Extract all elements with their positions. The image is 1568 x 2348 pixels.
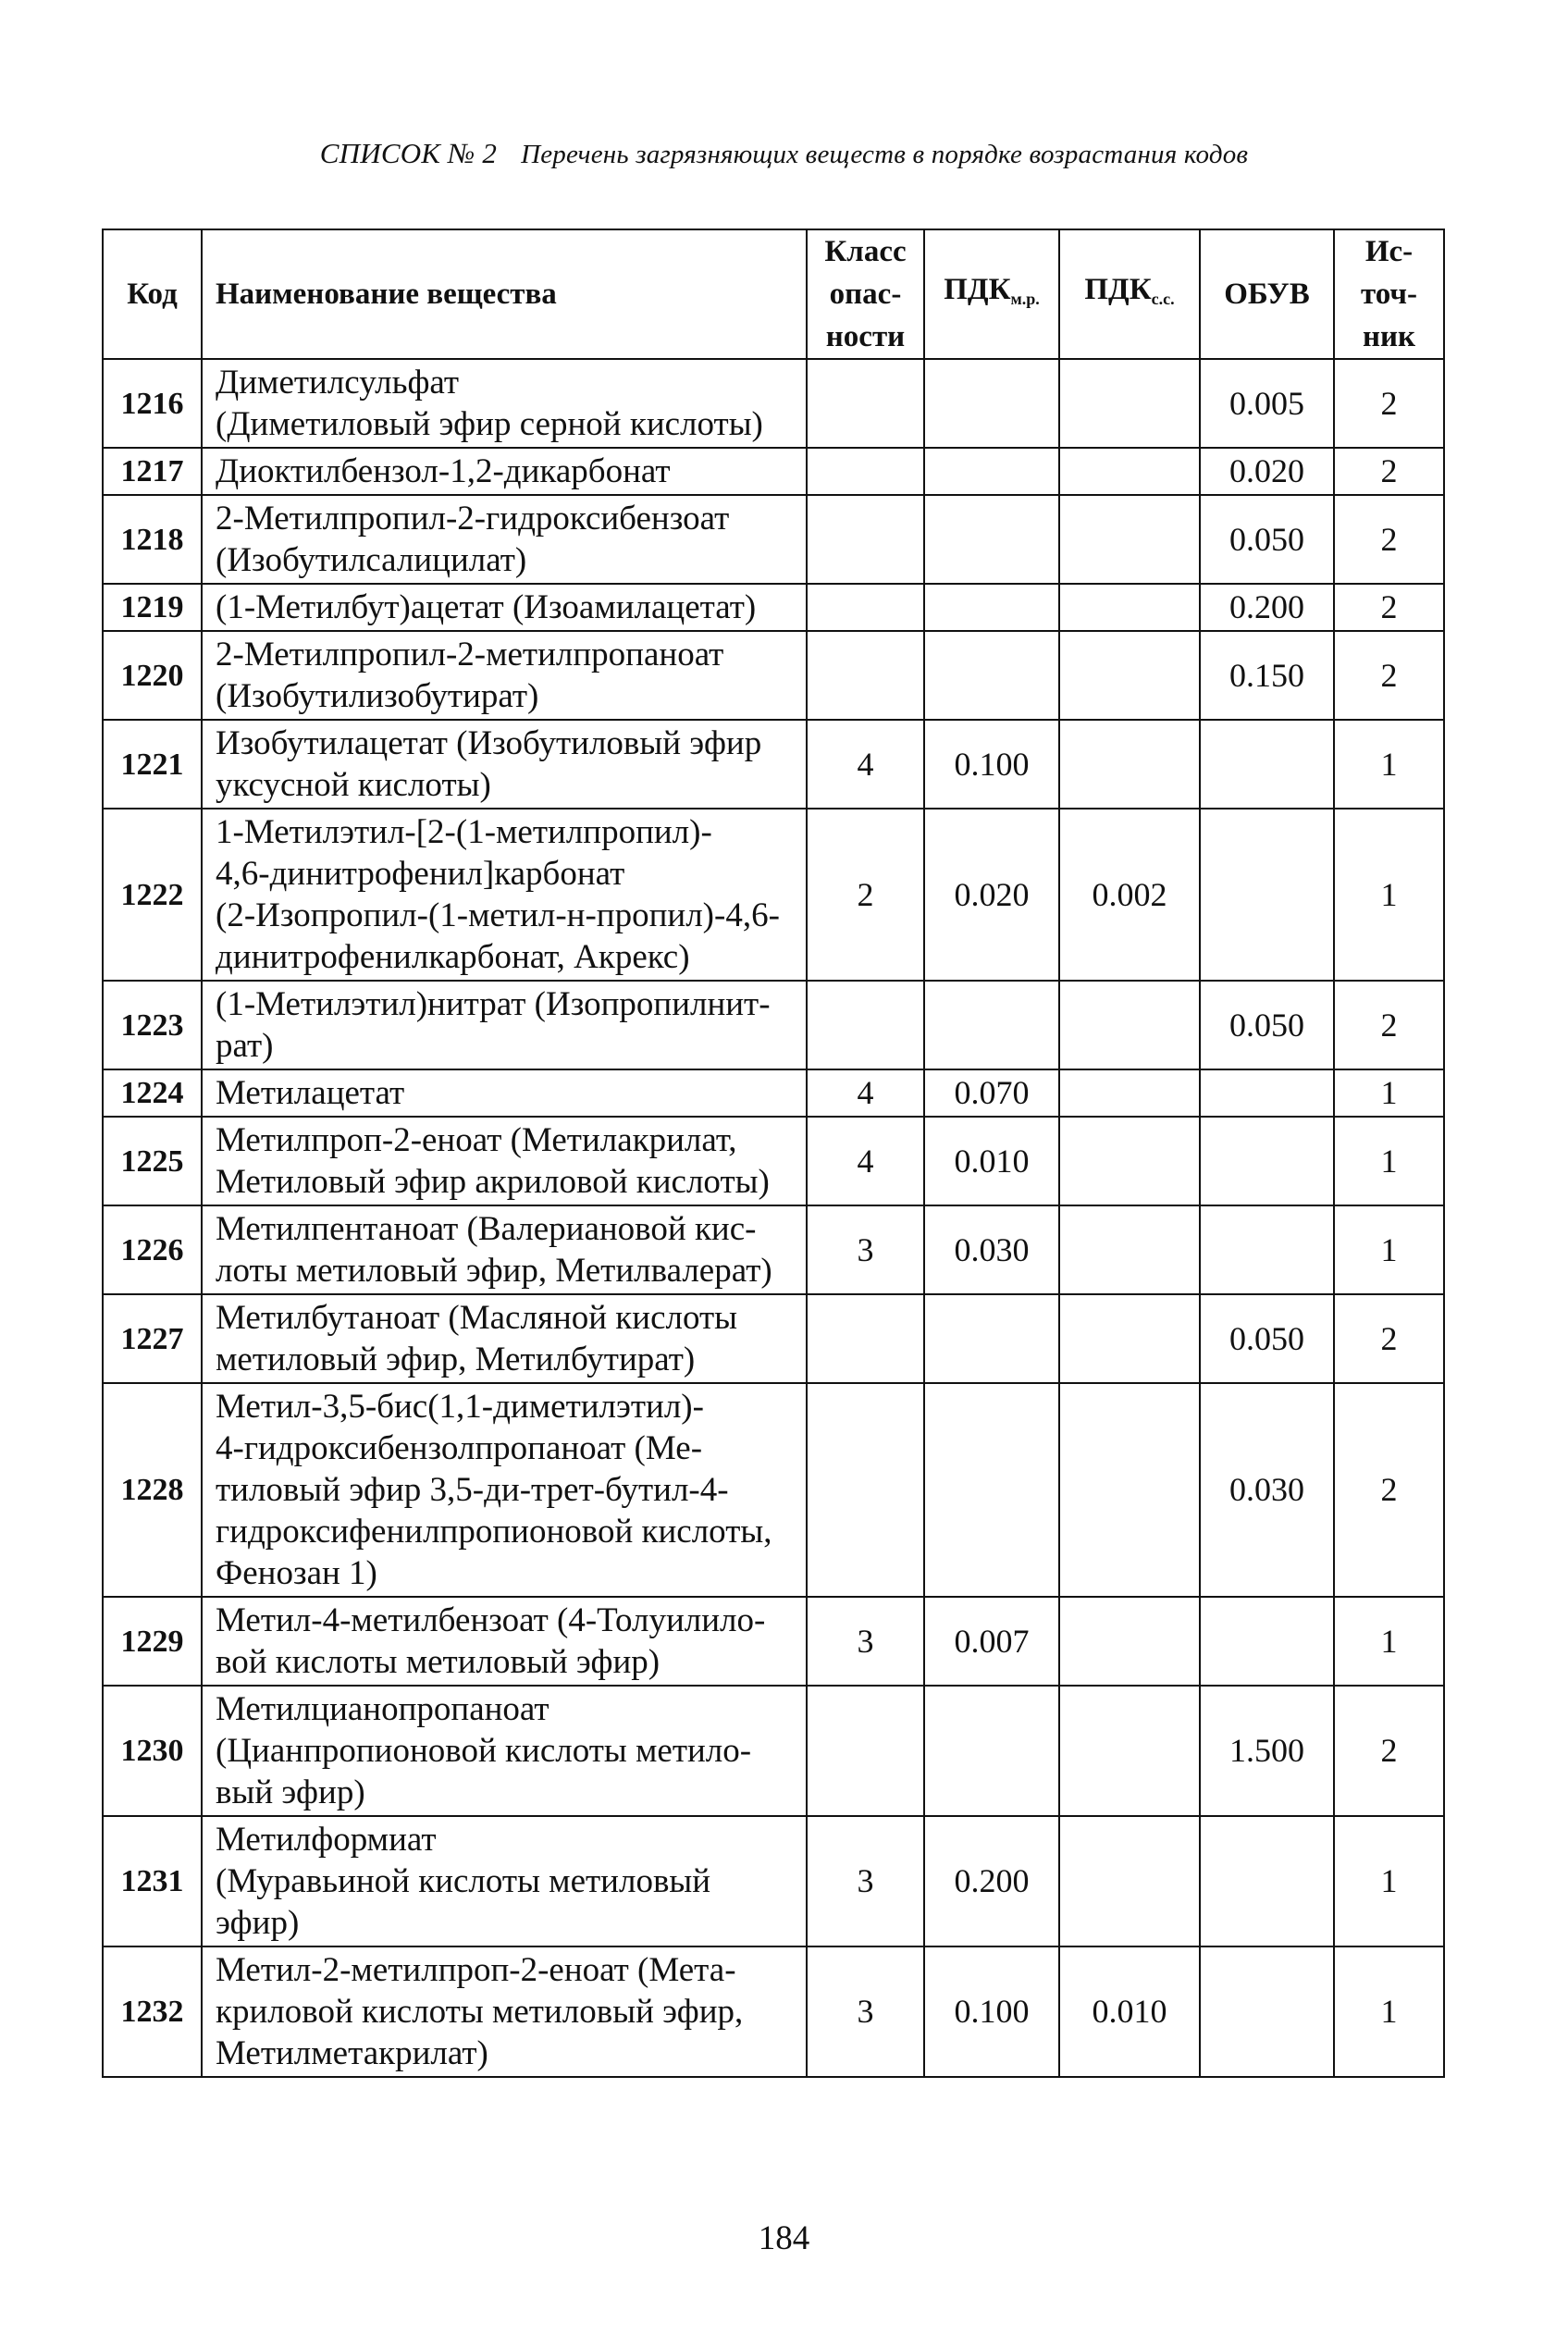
cell-code: 1221 xyxy=(103,720,202,809)
cell-name xyxy=(202,1117,807,1205)
cell-pdk-mr xyxy=(924,1686,1059,1816)
table-header-row xyxy=(103,229,1444,359)
cell-pdk-mr xyxy=(924,448,1059,495)
table-row xyxy=(103,1686,1444,1816)
cell-pdk-ss xyxy=(1059,1597,1200,1686)
cell-obuv: 0.050 xyxy=(1200,495,1334,584)
cell-name xyxy=(202,584,807,631)
cell-obuv: 0.200 xyxy=(1200,584,1334,631)
table-row xyxy=(103,631,1444,720)
cell-code: 1229 xyxy=(103,1597,202,1686)
name-line: Диметилсульфат xyxy=(216,364,460,402)
cell-code: 1222 xyxy=(103,809,202,981)
col-header-code: Код xyxy=(103,229,202,359)
cell-source: 2 xyxy=(1334,584,1444,631)
table-row xyxy=(103,1205,1444,1294)
cell-hazard-class xyxy=(807,1294,924,1383)
name-line: гидроксифенилпропионовой кислоты, xyxy=(216,1513,772,1551)
name-line: 1-Метилэтил-[2-(1-метилпропил)- xyxy=(216,813,712,851)
name-line: криловой кислоты метиловый эфир, xyxy=(216,1993,744,2031)
cell-code: 1231 xyxy=(103,1816,202,1946)
cell-name xyxy=(202,1383,807,1597)
cell-hazard-class: 3 xyxy=(807,1816,924,1946)
name-line: Изобутилацетат (Изобутиловый эфир xyxy=(216,724,762,762)
cell-obuv: 0.050 xyxy=(1200,1294,1334,1383)
cell-code: 1220 xyxy=(103,631,202,720)
name-line: Метилбутаноат (Масляной кислоты xyxy=(216,1299,738,1337)
cell-obuv: 0.150 xyxy=(1200,631,1334,720)
cell-pdk-mr xyxy=(924,1294,1059,1383)
name-line: Метилпентаноат (Валериановой кис- xyxy=(216,1210,757,1248)
page-header xyxy=(0,137,1568,170)
list-number: СПИСОК № 2 xyxy=(319,137,498,169)
table-row xyxy=(103,981,1444,1069)
cell-source: 1 xyxy=(1334,1117,1444,1205)
cell-obuv: 0.030 xyxy=(1200,1383,1334,1597)
cell-name xyxy=(202,448,807,495)
cell-obuv xyxy=(1200,1816,1334,1946)
cell-pdk-mr xyxy=(924,359,1059,448)
name-line: динитрофенилкарбонат, Акрекс) xyxy=(216,938,690,976)
table-row xyxy=(103,1597,1444,1686)
cell-hazard-class xyxy=(807,1383,924,1597)
name-line: (Изобутилсалицилат) xyxy=(216,541,527,579)
name-line: Фенозан 1) xyxy=(216,1554,377,1592)
table-row xyxy=(103,1294,1444,1383)
name-line: (Изобутилизобутират) xyxy=(216,677,539,715)
cell-pdk-ss xyxy=(1059,1294,1200,1383)
name-line: 2-Метилпропил-2-метилпропаноат xyxy=(216,636,724,674)
name-line: рат) xyxy=(216,1027,274,1065)
cell-name xyxy=(202,1205,807,1294)
cell-source: 2 xyxy=(1334,1383,1444,1597)
cell-name xyxy=(202,720,807,809)
cell-pdk-ss xyxy=(1059,1205,1200,1294)
cell-pdk-ss: 0.010 xyxy=(1059,1946,1200,2077)
cell-code: 1219 xyxy=(103,584,202,631)
cell-pdk-mr: 0.020 xyxy=(924,809,1059,981)
cell-pdk-mr xyxy=(924,495,1059,584)
cell-pdk-ss xyxy=(1059,1686,1200,1816)
cell-pdk-mr: 0.010 xyxy=(924,1117,1059,1205)
page-number: 184 xyxy=(758,2219,810,2257)
name-line: Метил-3,5-бис(1,1-диметилэтил)- xyxy=(216,1388,704,1426)
cell-source: 2 xyxy=(1334,981,1444,1069)
table-row xyxy=(103,1069,1444,1117)
cell-source: 1 xyxy=(1334,1205,1444,1294)
table-row xyxy=(103,720,1444,809)
list-title: Перечень загрязняющих веществ в порядке возрастания кодов xyxy=(521,140,1249,169)
table-row xyxy=(103,1117,1444,1205)
cell-source: 2 xyxy=(1334,1294,1444,1383)
cell-obuv xyxy=(1200,720,1334,809)
table-row xyxy=(103,1946,1444,2077)
cell-pdk-mr: 0.070 xyxy=(924,1069,1059,1117)
cell-name xyxy=(202,359,807,448)
cell-code: 1230 xyxy=(103,1686,202,1816)
name-line: Метилметакрилат) xyxy=(216,2034,488,2072)
cell-pdk-ss xyxy=(1059,448,1200,495)
cell-source: 2 xyxy=(1334,1686,1444,1816)
cell-pdk-mr: 0.100 xyxy=(924,1946,1059,2077)
cell-source: 1 xyxy=(1334,1597,1444,1686)
cell-hazard-class xyxy=(807,1686,924,1816)
cell-pdk-ss xyxy=(1059,1117,1200,1205)
cell-hazard-class: 3 xyxy=(807,1946,924,2077)
name-line: 2-Метилпропил-2-гидроксибензоат xyxy=(216,500,730,538)
col-header-pdk-ss: $ПДК_{с.с.}$ xyxy=(1059,229,1200,359)
cell-hazard-class: 2 xyxy=(807,809,924,981)
cell-obuv xyxy=(1200,809,1334,981)
cell-hazard-class: 4 xyxy=(807,720,924,809)
cell-name xyxy=(202,1294,807,1383)
cell-hazard-class xyxy=(807,584,924,631)
cell-name xyxy=(202,495,807,584)
cell-code: 1225 xyxy=(103,1117,202,1205)
cell-pdk-ss xyxy=(1059,1069,1200,1117)
name-line: (Цианпропионовой кислоты метило- xyxy=(216,1732,752,1770)
cell-obuv xyxy=(1200,1069,1334,1117)
cell-obuv xyxy=(1200,1117,1334,1205)
cell-name xyxy=(202,1686,807,1816)
table-body xyxy=(103,359,1444,2077)
cell-code: 1217 xyxy=(103,448,202,495)
table-row xyxy=(103,584,1444,631)
cell-source: 2 xyxy=(1334,631,1444,720)
name-line: Диоктилбензол-1,2-дикарбонат xyxy=(216,452,671,490)
cell-obuv: 1.500 xyxy=(1200,1686,1334,1816)
cell-hazard-class xyxy=(807,981,924,1069)
name-line: вый эфир) xyxy=(216,1773,365,1811)
col-header-obuv: ОБУВ xyxy=(1200,229,1334,359)
cell-hazard-class: 3 xyxy=(807,1205,924,1294)
cell-code: 1218 xyxy=(103,495,202,584)
cell-hazard-class xyxy=(807,495,924,584)
cell-hazard-class: 4 xyxy=(807,1117,924,1205)
cell-name xyxy=(202,1816,807,1946)
cell-obuv: 0.020 xyxy=(1200,448,1334,495)
cell-obuv xyxy=(1200,1205,1334,1294)
name-line: Метилпроп-2-еноат (Метилакрилат, xyxy=(216,1121,737,1159)
col-header-hazard-class: Класс опас- ности xyxy=(807,229,924,359)
name-line: метиловый эфир, Метилбутират) xyxy=(216,1341,696,1378)
name-line: 4-гидроксибензолпропаноат (Ме- xyxy=(216,1429,703,1467)
cell-name xyxy=(202,809,807,981)
name-line: Метил-2-метилпроп-2-еноат (Мета- xyxy=(216,1951,736,1989)
cell-code: 1223 xyxy=(103,981,202,1069)
name-line: Метилацетат xyxy=(216,1074,405,1112)
name-line: (1-Метилэтил)нитрат (Изопропилнит- xyxy=(216,985,771,1023)
cell-obuv xyxy=(1200,1597,1334,1686)
substances-table xyxy=(102,229,1445,2078)
cell-hazard-class: 3 xyxy=(807,1597,924,1686)
cell-code: 1226 xyxy=(103,1205,202,1294)
cell-source: 1 xyxy=(1334,720,1444,809)
name-line: (Диметиловый эфир серной кислоты) xyxy=(216,405,763,443)
cell-name xyxy=(202,1946,807,2077)
cell-hazard-class xyxy=(807,631,924,720)
cell-pdk-ss xyxy=(1059,981,1200,1069)
cell-code: 1227 xyxy=(103,1294,202,1383)
name-line: (2-Изопропил-(1-метил-н-пропил)-4,6- xyxy=(216,896,780,934)
name-line: уксусной кислоты) xyxy=(216,766,491,804)
cell-code: 1232 xyxy=(103,1946,202,2077)
name-line: Метил-4-метилбензоат (4-Толуилило- xyxy=(216,1601,766,1639)
cell-pdk-ss: 0.002 xyxy=(1059,809,1200,981)
cell-source: 1 xyxy=(1334,1946,1444,2077)
cell-pdk-ss xyxy=(1059,631,1200,720)
cell-source: 1 xyxy=(1334,1816,1444,1946)
cell-pdk-ss xyxy=(1059,1816,1200,1946)
name-line: тиловый эфир 3,5-ди-трет-бутил-4- xyxy=(216,1471,729,1509)
table-row xyxy=(103,495,1444,584)
cell-pdk-ss xyxy=(1059,495,1200,584)
table-row xyxy=(103,448,1444,495)
name-line: (1-Метилбут)ацетат (Изоамилацетат) xyxy=(216,588,757,626)
cell-name xyxy=(202,631,807,720)
table-row xyxy=(103,809,1444,981)
name-line: вой кислоты метиловый эфир) xyxy=(216,1643,661,1681)
cell-pdk-ss xyxy=(1059,584,1200,631)
cell-hazard-class xyxy=(807,448,924,495)
col-header-source: Ис- точ- ник xyxy=(1334,229,1444,359)
cell-pdk-ss xyxy=(1059,1383,1200,1597)
cell-pdk-mr xyxy=(924,584,1059,631)
cell-pdk-mr: 0.007 xyxy=(924,1597,1059,1686)
name-line: 4,6-динитрофенил]карбонат xyxy=(216,855,625,893)
table-row xyxy=(103,359,1444,448)
cell-name xyxy=(202,1597,807,1686)
cell-source: 2 xyxy=(1334,448,1444,495)
name-line: лоты метиловый эфир, Метилвалерат) xyxy=(216,1252,772,1290)
cell-pdk-ss xyxy=(1059,720,1200,809)
cell-pdk-mr: 0.200 xyxy=(924,1816,1059,1946)
cell-pdk-mr xyxy=(924,1383,1059,1597)
col-header-pdk-mr: $ПДК_{м.р.}$ xyxy=(924,229,1059,359)
cell-source: 1 xyxy=(1334,809,1444,981)
cell-name xyxy=(202,981,807,1069)
cell-source: 1 xyxy=(1334,1069,1444,1117)
cell-source: 2 xyxy=(1334,359,1444,448)
col-header-name: Наименование вещества xyxy=(202,229,807,359)
name-line: Метилцианопропаноат xyxy=(216,1690,549,1728)
cell-pdk-mr: 0.100 xyxy=(924,720,1059,809)
cell-pdk-mr xyxy=(924,631,1059,720)
cell-hazard-class xyxy=(807,359,924,448)
cell-code: 1216 xyxy=(103,359,202,448)
cell-hazard-class: 4 xyxy=(807,1069,924,1117)
name-line: Метилформиат xyxy=(216,1821,437,1859)
cell-obuv: 0.050 xyxy=(1200,981,1334,1069)
name-line: Метиловый эфир акриловой кислоты) xyxy=(216,1163,770,1201)
cell-pdk-ss xyxy=(1059,359,1200,448)
name-line: эфир) xyxy=(216,1904,300,1942)
name-line: (Муравьиной кислоты метиловый xyxy=(216,1862,711,1900)
cell-code: 1228 xyxy=(103,1383,202,1597)
cell-obuv xyxy=(1200,1946,1334,2077)
cell-code: 1224 xyxy=(103,1069,202,1117)
cell-pdk-mr xyxy=(924,981,1059,1069)
table-row xyxy=(103,1383,1444,1597)
cell-obuv: 0.005 xyxy=(1200,359,1334,448)
table-row xyxy=(103,1816,1444,1946)
cell-source: 2 xyxy=(1334,495,1444,584)
cell-pdk-mr: 0.030 xyxy=(924,1205,1059,1294)
cell-name xyxy=(202,1069,807,1117)
